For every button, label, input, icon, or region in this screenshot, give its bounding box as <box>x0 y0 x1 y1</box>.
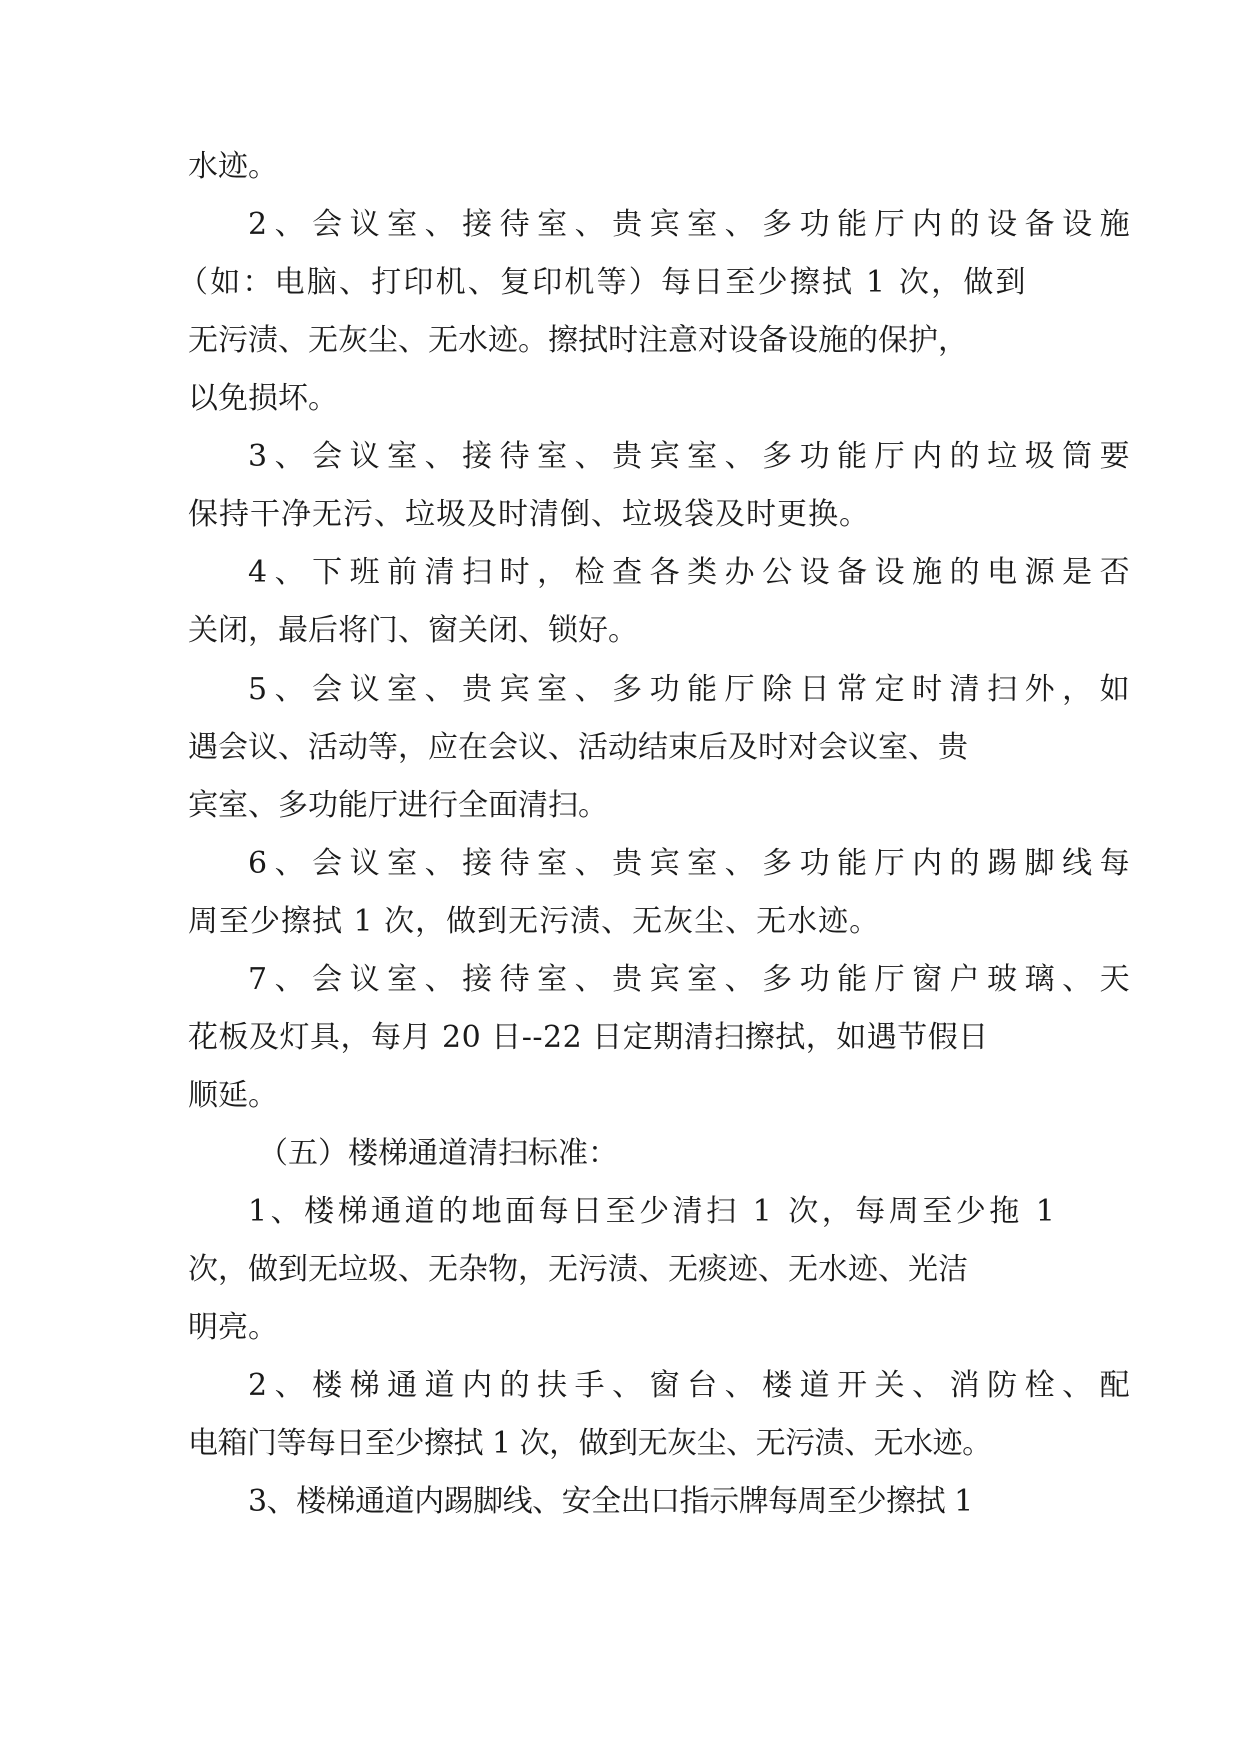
text-line: 1、楼梯通道的地面每日至少清扫 1 次，每周至少拖 1 <box>248 1194 1059 1229</box>
text-line: 2、会议室、接待室、贵宾室、多功能厅内的设备设施 <box>248 207 1138 242</box>
text-line: 无污渍、无灰尘、无水迹。擦拭时注意对设备设施的保护， <box>188 323 968 358</box>
text-line: 关闭，最后将门、窗关闭、锁好。 <box>188 613 638 648</box>
text-line: 宾室、多功能厅进行全面清扫。 <box>188 788 608 823</box>
text-line: 次，做到无垃圾、无杂物，无污渍、无痰迹、无水迹、光洁 <box>188 1252 968 1287</box>
text-line: 7、会议室、接待室、贵宾室、多功能厅窗户玻璃、天 <box>248 962 1138 997</box>
text-line: 4、下班前清扫时，检查各类办公设备设施的电源是否 <box>248 555 1138 590</box>
text-line: （如：电脑、打印机、复印机等）每日至少擦拭 1 次，做到 <box>178 265 1028 300</box>
section-heading: （五）楼梯通道清扫标准： <box>258 1136 618 1171</box>
text-line: 花板及灯具，每月 20 日--22 日定期清扫擦拭，如遇节假日 <box>188 1020 989 1055</box>
text-line: 顺延。 <box>188 1078 278 1113</box>
text-line: 5、会议室、贵宾室、多功能厅除日常定时清扫外，如 <box>248 672 1138 707</box>
text-line: 2、楼梯通道内的扶手、窗台、楼道开关、消防栓、配 <box>248 1368 1138 1403</box>
text-line: 周至少擦拭 1 次，做到无污渍、无灰尘、无水迹。 <box>188 904 881 939</box>
text-line: 明亮。 <box>188 1310 278 1345</box>
text-line: 以免损坏。 <box>188 381 338 416</box>
text-line: 遇会议、活动等，应在会议、活动结束后及时对会议室、贵 <box>188 730 968 765</box>
text-line: 水迹。 <box>188 149 278 184</box>
text-line: 6、会议室、接待室、贵宾室、多功能厅内的踢脚线每 <box>248 846 1138 881</box>
text-line: 3、楼梯通道内踢脚线、安全出口指示牌每周至少擦拭 1 <box>248 1484 973 1519</box>
text-line: 电箱门等每日至少擦拭 1 次，做到无灰尘、无污渍、无水迹。 <box>188 1426 992 1461</box>
text-line: 3、会议室、接待室、贵宾室、多功能厅内的垃圾筒要 <box>248 439 1138 474</box>
text-line: 保持干净无污、垃圾及时清倒、垃圾袋及时更换。 <box>188 497 870 532</box>
